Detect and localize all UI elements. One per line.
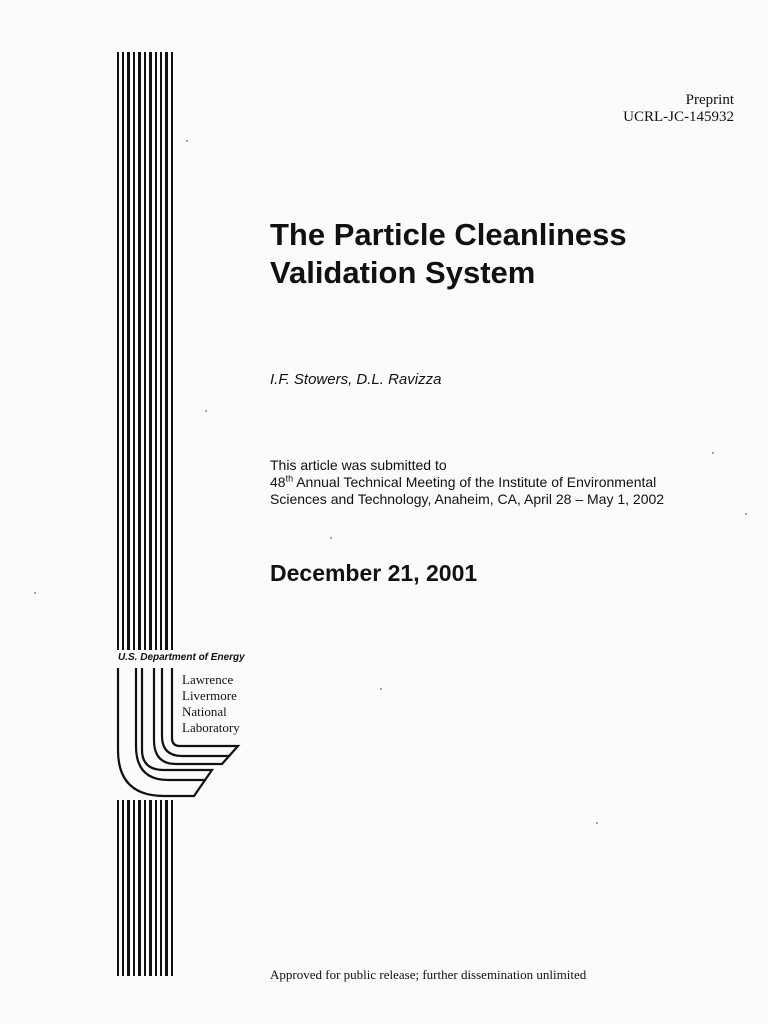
submission-line-2 [270,474,664,491]
scan-speck [745,513,747,515]
lab-name [182,672,240,736]
scan-speck [712,452,714,454]
preprint-info [623,92,734,126]
title-line-2: Validation System [270,255,536,290]
scan-speck [380,688,382,690]
release-statement: Approved for public release; further dissemination unlimited [270,967,587,982]
lab-name-line-1: Lawrence [182,672,234,687]
scan-speck [34,592,36,594]
meeting-name: Annual Technical Meeting of the Institute of Environmental [293,474,657,490]
scan-speck [205,410,207,412]
document-title [270,216,730,292]
decorative-vertical-bars-bottom [117,800,177,976]
submission-line-1: This article was submitted to [270,457,447,473]
department-label: U.S. Department of Energy [118,652,245,663]
report-number: UCRL-JC-145932 [623,109,734,125]
submission-note [270,457,664,508]
lab-name-line-4: Laboratory [182,720,240,735]
meeting-ordinal: 48 [270,474,286,490]
document-date: December 21, 2001 [270,560,478,586]
scan-speck [596,822,598,824]
scan-speck [186,140,188,142]
authors: I.F. Stowers, D.L. Ravizza [270,371,442,388]
title-line-1: The Particle Cleanliness [270,217,627,252]
decorative-vertical-bars-top [117,52,177,650]
scan-speck [330,537,332,539]
submission-line-3: Sciences and Technology, Anaheim, CA, April 28 – May 1, 2002 [270,491,665,507]
preprint-label: Preprint [685,92,734,108]
lab-name-line-2: Livermore [182,688,237,703]
lab-name-line-3: National [182,704,227,719]
meeting-ordinal-suffix: th [285,473,294,484]
